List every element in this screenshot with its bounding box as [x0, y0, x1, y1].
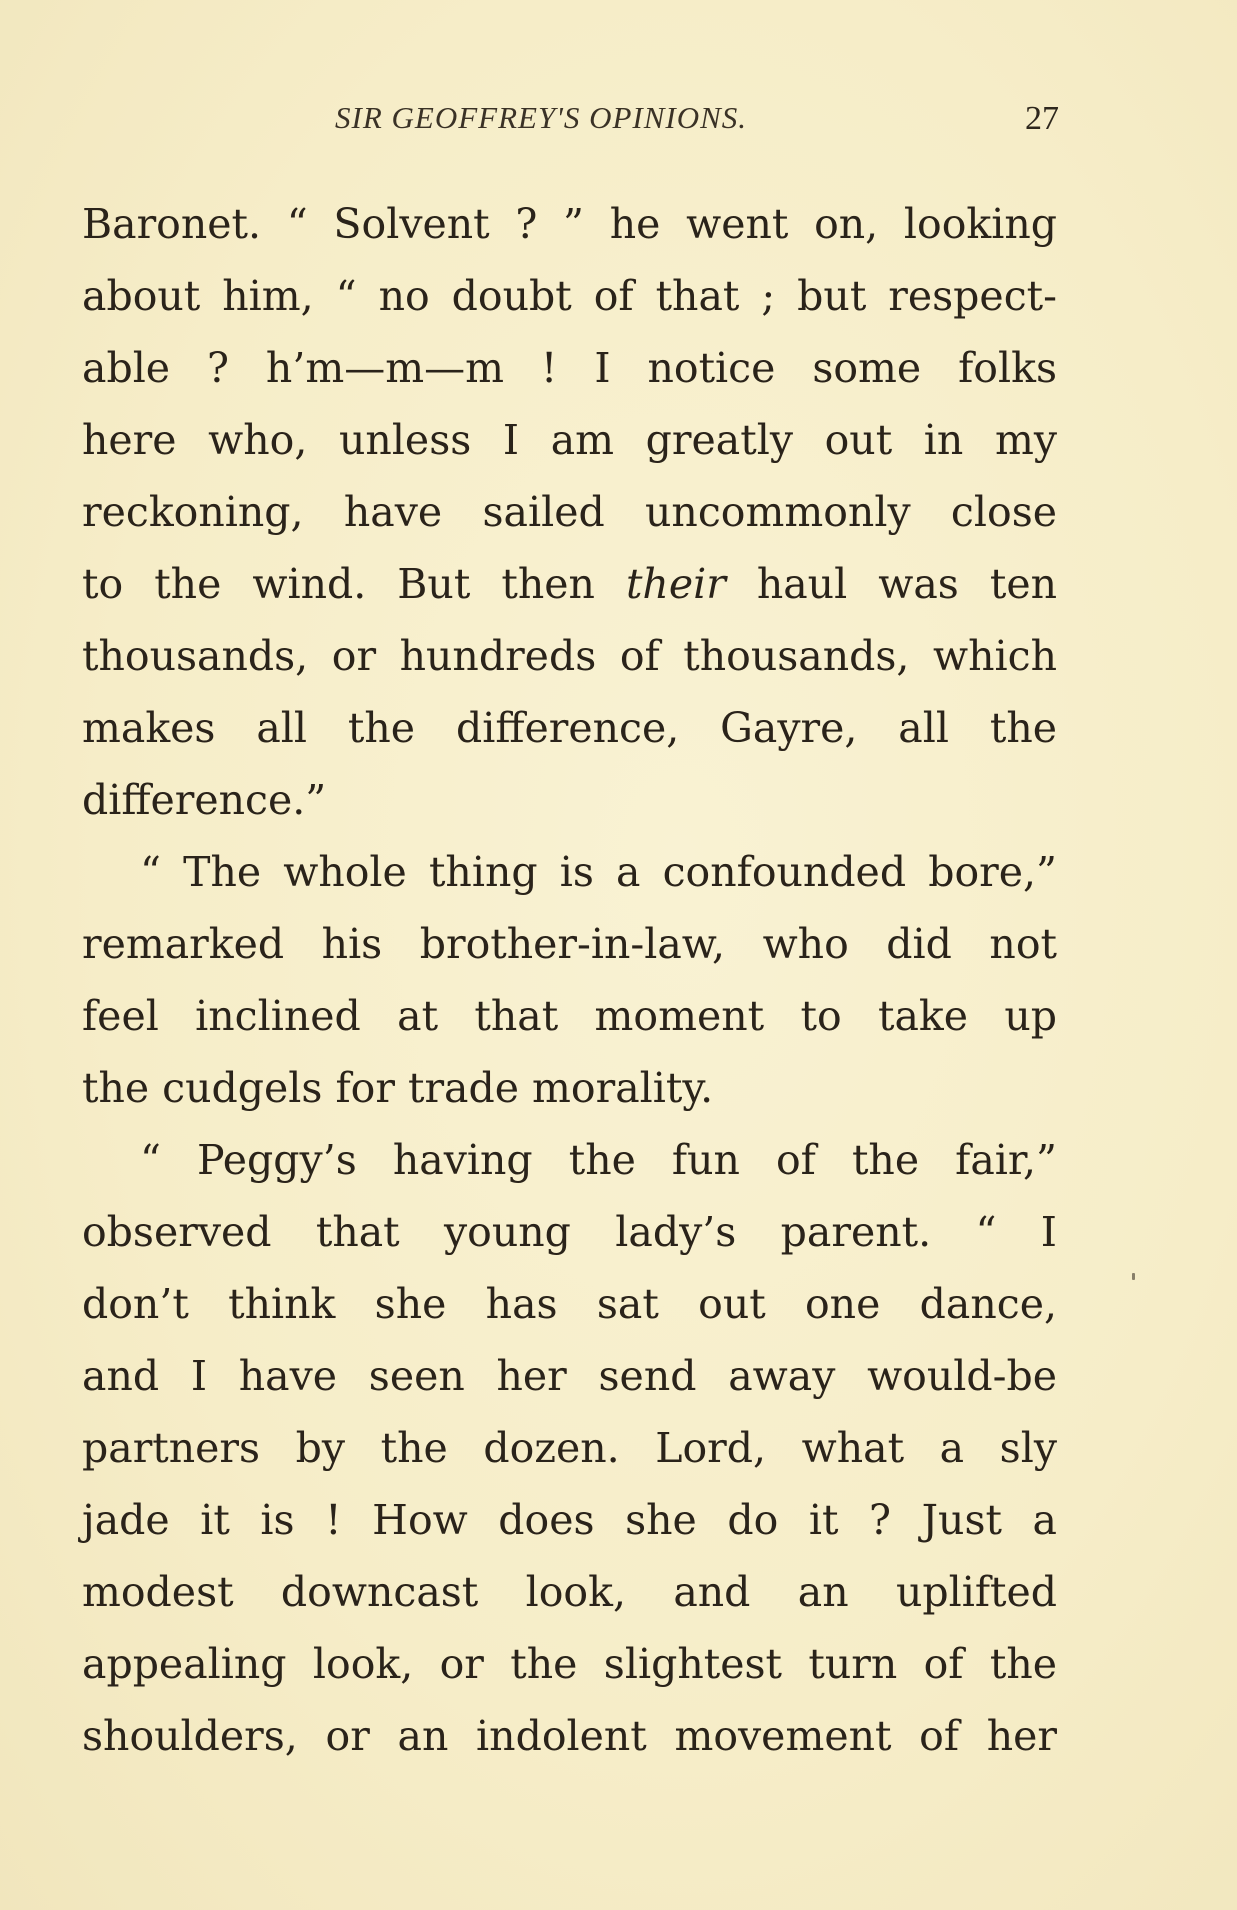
- text-line: “ Peggy’s having the fun of the fair,”: [140, 1136, 1057, 1184]
- emphasis-word: their: [625, 560, 726, 608]
- body-text: [82, 188, 1057, 1772]
- text-line: appealing look, or the slightest turn of the: [82, 1640, 1057, 1688]
- text-line: the cudgels for trade morality.: [82, 1064, 714, 1112]
- text-line: here who, unless I am greatly out in my: [82, 416, 1057, 464]
- text-line: jade it is ! How does she do it ? Just a: [82, 1496, 1057, 1544]
- text-line: and I have seen her send away would-be: [82, 1352, 1057, 1400]
- text-line: modest downcast look, and an uplifted: [82, 1568, 1057, 1616]
- paper-speck: [1132, 1273, 1135, 1280]
- text-line: able ? h’m—m—m ! I notice some folks: [82, 344, 1057, 392]
- text-line: remarked his brother-in-law, who did not: [82, 920, 1057, 968]
- text-line: “ The whole thing is a confounded bore,”: [140, 848, 1057, 896]
- text-line: about him, “ no doubt of that ; but respect-: [82, 272, 1057, 320]
- text-line: difference.”: [82, 776, 327, 824]
- running-title: SIR GEOFFREY'S OPINIONS.: [335, 100, 748, 135]
- text-line: partners by the dozen. Lord, what a sly: [82, 1424, 1057, 1472]
- text-line: feel inclined at that moment to take up: [82, 992, 1057, 1040]
- text-line: makes all the difference, Gayre, all the: [82, 704, 1057, 752]
- text-line: shoulders, or an indolent movement of her: [82, 1712, 1057, 1760]
- text-line: observed that young lady’s parent. “ I: [82, 1208, 1057, 1256]
- text-line: to the wind. But then their haul was ten: [82, 560, 1057, 608]
- text-line: Baronet. “ Solvent ? ” he went on, looking: [82, 200, 1057, 248]
- text-line: thousands, or hundreds of thousands, which: [82, 632, 1057, 680]
- page-number: 27: [1025, 100, 1059, 137]
- text-line: reckoning, have sailed uncommonly close: [82, 488, 1057, 536]
- text-line: don’t think she has sat out one dance,: [82, 1280, 1057, 1328]
